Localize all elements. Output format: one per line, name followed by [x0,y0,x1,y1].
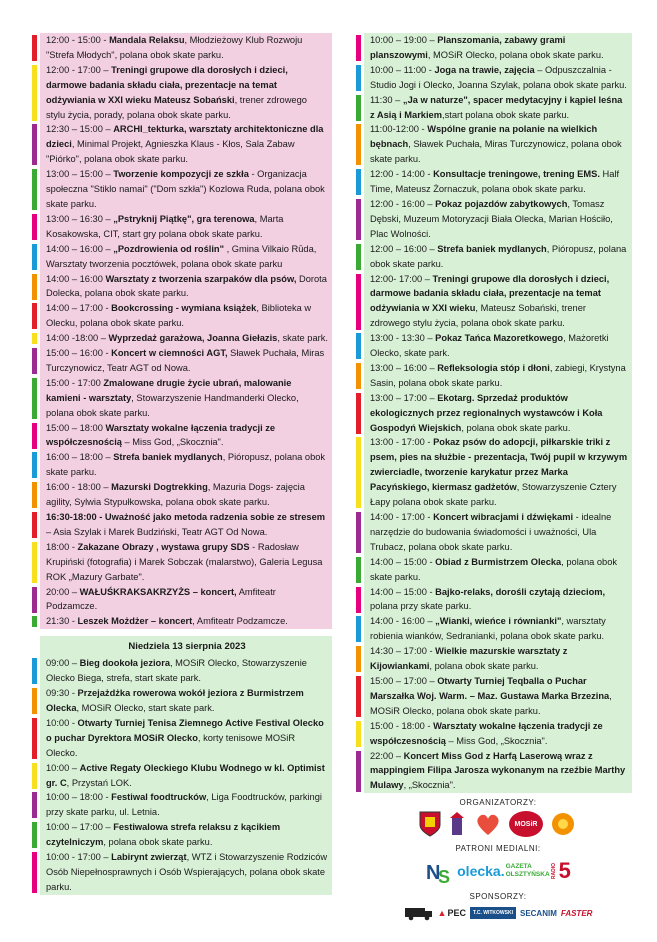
entry-time: 12:00 – 16:00 – [370,243,438,254]
entry-details: , Biblioteka w Olecku, polana obok skate parku. [46,303,312,329]
entry-title: Bajko-relaks, dorośli czytają dzieciom, [435,586,606,597]
left-column [40,33,332,895]
mosir-logo [509,811,543,837]
olecka-logo [457,863,504,879]
entry-details: – Asia Szylak i Marek Budziński, Teatr AGT Od Nowa. [46,526,268,537]
entry-details: , MOSiR Olecko, start skate park. [76,702,215,713]
program-entry [370,361,628,391]
entry-details: - idealne narzędzie do budowania świadomości i uważności, Ula Trubacz, polana obok skate parku. [370,512,612,552]
entry-title: Wspólne granie na polanie na wielkich bębnach [370,124,598,150]
color-bar [356,646,361,672]
program-entry [370,122,628,167]
entry-time: 13:00 – 16:30 – [46,213,114,224]
color-bar [32,214,37,240]
sunday-program-panel [40,636,332,895]
entry-title: „Pozdrowienia od roślin" [113,243,225,254]
color-bar [32,452,37,478]
organizers-label: ORGANIZATORZY: [459,798,537,808]
food-truck-logo-icon [404,905,434,921]
entry-details: – Miss God, „Skocznia". [121,437,224,448]
svg-text:N: N [426,862,441,885]
program-entry [370,644,628,674]
pec-logo [438,908,466,918]
program-entry [46,242,328,272]
color-bar [32,423,37,449]
entry-time: 13:00 – 15:00 – [46,169,114,180]
entry-time: 15:00 – 17:00 – [370,675,438,686]
color-bar [32,378,37,419]
color-bar [356,751,361,792]
entry-details: , trener zdrowego stylu życia, porady, polana obok skate parku. [46,94,307,120]
entry-time: 10:00 – 11:00 - [370,64,435,75]
entry-title: Active Regaty Oleckiego Klubu Wodnego w kl. Optimist gr. C [46,762,325,788]
entry-title: Mazurski Dogtrekking [111,482,208,493]
entry-details: Half Time, Mateusz Żornaczuk, polana obok skate parku. [370,169,620,195]
radio-5-logo [551,858,571,884]
entry-title: Pokaz Tańca Mazoretkowego [435,333,564,344]
entry-title: ARCHI_tekturka, warsztaty architektoniczne dla dzieci [46,124,324,150]
entry-details: Dorota Dolecka, polana obok skate parku. [46,273,327,299]
entry-time: 12:00 - 14:00 - [370,169,434,180]
entry-title: Konsultacje treningowe, trening EMS. [433,169,600,180]
entry-details: polana przy skate parku. [370,601,472,612]
entry-details: Sławek Puchała, Miras Turczynowicz, Teatr AGT od Nowa. [46,348,325,373]
entry-details: , polana obok skate parku. [103,837,213,848]
program-entry [46,686,328,716]
witkowski-logo [470,907,516,919]
color-bar [32,274,37,300]
color-bar [356,169,361,195]
tower-logo-icon [447,811,467,837]
entry-title: Obiad z Burmistrzem Olecka [435,556,562,567]
entry-time: 14:00 – 15:00 - [370,556,436,567]
entry-details: , Przystań LOK. [66,777,132,788]
color-bar [32,658,37,684]
entry-details: , Młodzieżowy Klub Rozwoju "Strefa Młodych", polana obok skate parku. [46,35,303,60]
program-entry [370,242,628,272]
entry-time: 10:00 - 17:00 – [46,852,112,863]
color-bar [356,393,361,434]
entry-details: - Radosław Krupiński (fotografia) i Marek Sobczak (malarstwo), Galeria Legusa ROK „Mazury Garbate". [46,541,323,582]
ns-logo-icon [425,857,451,885]
patrons-label: PATRONI MEDIALNI: [455,844,541,854]
program-entry [46,346,328,376]
entry-time: 11:00-12:00 - [370,124,428,135]
program-entry [46,450,328,480]
entry-details: – Odpuszczalnia - Studio Jogi i Olecko, Joanna Szylak, polana obok skate parku. [370,64,627,90]
color-bar [356,721,361,747]
entry-time: 10:00 – [46,762,80,773]
entry-details: , Liga Foodtrucków, parkingi przy skate parku, ul. Letnia. [46,792,322,818]
entry-title: Wyprzedaż garażowa, Joanna Giełazis [108,333,278,344]
program-entry [46,301,328,331]
entry-details: Amfiteatr Podzamcze. [46,586,276,612]
program-entry [46,716,328,761]
entry-details: - Organizacja społeczna "Stiklo namai" ("Dom szkła") Kozlowa Ruda, polana obok skate parku. [46,169,325,209]
entry-time: 14:00 - 17:00 - [370,512,434,522]
program-entry [370,435,628,510]
program-entry [370,167,628,197]
program-entry [46,376,328,421]
pec-logo-text: PEC [447,908,466,919]
color-bar [32,688,37,714]
faster-logo [561,909,593,918]
program-entry [46,212,328,242]
patrons-logos [364,857,632,885]
entry-title: „Pstryknij Piątkę", gra terenowa [113,213,255,224]
color-bar [356,616,361,642]
entry-time: 09:00 – [46,658,80,669]
entry-title: Pokaz psów do adopcji, piłkarskie triki z psem, pies na służbie - prezentacja, Twój pupil w krzywym zwierciadle, tworzenie karykatur przez Marka Pacyńskiego, kiermasz gadżetów [370,437,628,493]
entry-time: 21:30 - [46,616,78,627]
entry-time: 13:00 – 17:00 – [370,392,438,403]
entry-details: , Sławek Puchała, Miras Turczynowicz, polana obok skate parku. [370,139,622,165]
entry-time: 10:00 - [46,717,78,728]
sponsors-logos [364,905,632,921]
color-bar [356,676,361,717]
program-entry [370,63,628,93]
orange-burst-logo-icon [549,811,577,837]
faster-logo-text: FASTER [560,908,593,918]
secanim-logo [520,909,557,918]
entry-title: Ekotarg. Sprzedaż produktów ekologicznych przez regionalnych wystawców i Koła Gospodyń Wiejskich [370,392,603,433]
color-bar [356,274,361,330]
entry-details: , Pióropusz, polana obok skate parku. [46,452,326,478]
program-entry [370,719,628,749]
color-bar [32,303,37,329]
color-bar [356,557,361,583]
program-entry [46,272,328,302]
heart-logo-icon [473,811,503,837]
entry-details: , Stowarzyszenie Handmanderki Olecko, polana obok skate parku. [46,392,299,418]
color-bar [356,437,361,508]
gazeta-olsztynska-logo [505,863,550,879]
entry-time: 11:30 – [370,94,403,105]
entry-time: 09:30 - [46,688,78,699]
program-entry [370,33,628,63]
program-entry [46,761,328,791]
program-entry [370,749,628,794]
entry-title: Festiwalowa strefa relaksu z kącikiem czytelniczym [46,822,281,848]
entry-title: Treningi grupowe dla dorosłych i dzieci, darmowe badania składu ciała, prezentacje na temat odżywiania w XXI wieku Mateusz Sobański [46,64,288,105]
entry-title: Treningi grupowe dla dorosłych i dzieci, darmowe badania składu ciała, prezentacje na temat odżywiania w XXI wieku [370,273,610,314]
program-entry [46,421,328,451]
color-bar [32,616,37,627]
entry-title: Bieg dookoła jeziora [79,658,171,669]
entry-details: , skate park. [277,333,328,344]
entry-time: 16:00 - 18:00 – [46,482,112,493]
entry-title: Leszek Możdżer – koncert [77,616,193,627]
entry-details: , Mateusz Sobański, trener zdrowego stylu życia, polana obok skate parku. [370,303,586,329]
entry-details: , polana obok skate parku. [370,556,618,582]
entry-title: 16:30-18:00 - Uważność jako metoda radzenia sobie ze stresem [46,512,326,522]
entry-title: Otwarty Turniej Teqballa o Puchar Marszałka Woj. Warm. – Maz. Gustawa Marka Brzezina [370,675,610,701]
partners-section [364,797,632,942]
entry-details: , Pióropusz, polana obok skate parku. [370,243,627,269]
program-entry [370,391,628,436]
color-bar [32,542,37,583]
entry-title: WAŁUŚKRAKSAKRZYŻS – koncert, [79,586,237,597]
color-bar [32,822,37,848]
entry-title: „Wianki, wieńce i równianki" [435,616,562,627]
sponsors-label: SPONSORZY: [469,892,527,902]
olecko-coat-of-arms-icon [419,811,441,837]
color-bar [356,512,361,553]
color-bar [356,65,361,91]
entry-time: 12:00- 17:00 – [370,273,433,284]
color-bar [32,587,37,613]
entry-details: , Mażoretki Olecko, skate park. [370,333,609,359]
program-entry [370,510,628,555]
color-bar [356,199,361,240]
program-entry [46,33,328,63]
entry-time: 13:00 – 16:00 – [370,362,438,373]
entry-time: 20:00 – [46,586,80,597]
entry-title: Zmalowane drugie życie ubrań, malowanie kamieni - warsztaty [46,377,292,403]
entry-title: Refleksologia stóp i dłoni [437,362,550,373]
entry-details: , MOSiR Olecko, Stowarzyszenie Olecko Biega, strefa, start skate park. [46,658,307,684]
entry-title: Przejażdżka rowerowa wokół jeziora z Burmistrzem Olecka [46,688,304,713]
program-entry [370,585,628,615]
color-bar [32,333,37,344]
color-bar [32,124,37,165]
gazeta-olsztynska-logo-text: GAZETA OLSZTYŃSKA [505,863,550,879]
color-bar [356,35,361,61]
color-bar [356,95,361,121]
entry-time: 15:00 - 17:00 [46,377,104,388]
radio-label: RADIO [550,863,557,880]
radio-5-number: 5 [558,858,571,884]
entry-title: Koncert wibracjami i dźwiękami [433,512,574,522]
program-entry [370,674,628,719]
mosir-logo-text: MOSiR [514,820,538,828]
program-entry [46,540,328,585]
entry-details: , Gmina Vilkaio Rūda, Warsztaty tworzenia pocztówek, polana obok skate parku [46,243,317,269]
entry-details: , „Skocznia". [403,780,456,791]
witkowski-logo-text: T.C. WITKOWSKI [472,910,513,917]
entry-details: , MOSiR Olecko, polana obok skate parku. [370,690,612,716]
entry-time: 14:00 -18:00 – [46,333,109,344]
entry-details: – Miss God, „Skocznia". [445,735,548,746]
right-program-panel [364,33,632,793]
program-entry [46,63,328,123]
entry-title: Joga na trawie, zajęcia [434,64,535,75]
entry-details: , Minimal Projekt, Agnieszka Klaus - Kłos, Sala Zabaw "Piórko", polana obok skate parku. [46,139,295,165]
program-entry [46,585,328,615]
right-column [364,33,632,942]
entry-title: Pokaz pojazdów zabytkowych [435,198,568,209]
sunday-entries [46,656,328,895]
program-entry [370,331,628,361]
program-entry [370,272,628,332]
entry-title: Strefa baniek mydlanych [437,243,547,254]
secanim-logo-text: SECANIM [519,908,557,918]
entry-title: Warsztaty z tworzenia szarpaków dla psów, [105,273,297,284]
entry-time: 12:00 - 17:00 – [46,64,112,75]
entry-details: , Amfiteatr Podzamcze. [192,616,288,627]
entry-title: „Ja w naturze", spacer medytacyjny i kąpiel leśna z Asią i Markiem [370,94,623,120]
pec-flame-icon: ▲ [437,908,447,919]
entry-details: , Mazuria Dogs- zajęcia agility, Sylwia Stypułkowska, polana obok skate parku. [46,482,305,508]
program-entry [46,614,328,629]
entry-time: 14:00 – 16:00 [46,273,106,284]
program-entry [46,850,328,895]
color-bar [356,124,361,165]
entry-time: 14:00 - 16:00 – [370,616,436,627]
entry-time: 16:00 – 18:00 – [46,452,114,463]
program-entry [370,93,628,123]
color-bar [32,852,37,893]
entry-title: Mandala Relaksu [109,35,185,45]
entry-title: Otwarty Turniej Tenisa Ziemnego Active Festival Olecko o puchar Dyrektora MOSiR Olecko [46,717,324,743]
entry-details: , WTZ i Stowarzyszenie Rodziców Osób Niepełnosprawnych i Osób Wspierających, polana obok skate parku. [46,852,328,892]
color-bar [32,169,37,210]
entry-title: Wielkie mazurskie warsztaty z Kijowiankami [370,646,568,672]
entry-details: , Stowarzyszenie Cztery Łapy polana obok skate parku. [370,482,617,508]
entry-title: Warsztaty wokalne łączenia tradycji ze współczesnością [46,422,276,448]
color-bar [32,792,37,818]
entry-title: Bookcrossing - wymiana książek [111,303,257,314]
program-entry [370,197,628,242]
entry-details: , polana obok skate parku. [461,422,571,433]
color-bar [356,587,361,613]
entry-time: 14:30 – 17:00 - [370,646,436,657]
entry-title: Tworzenie kompozycji ze szkła [113,169,249,180]
organizers-logos [364,811,632,837]
entry-details: , MOSiR Olecko, polana obok skate parku. [427,49,604,60]
entry-title: Zakazane Obrazy , wystawa grupy SDS [77,541,250,552]
program-entry [46,122,328,167]
entry-details: , warsztaty robienia wianków, Sedranianki, polana obok skate parku. [370,616,606,642]
entry-title: Festiwal foodtrucków [111,792,207,803]
entry-time: 15:00 – 16:00 - [46,348,112,359]
program-entry [46,656,328,686]
entry-time: 12:30 – 15:00 – [46,124,114,135]
entry-time: 14:00 – 17:00 - [46,303,112,314]
entry-time: 13:00 - 17:00 - [370,437,434,448]
color-bar [32,65,37,121]
entry-title: Koncert Miss God z Harfą Laserową wraz z mappingiem Filipa Jarosza wykonanym na rzeźbie Marthy Mulawy [370,750,626,791]
entry-time: 15:00 – 18:00 [46,422,106,433]
program-entry [370,555,628,585]
program-entry [370,614,628,644]
entry-time: 14:00 – 16:00 – [46,243,114,254]
color-bar [32,763,37,789]
entry-time: 13:00 - 13:30 – [370,333,436,344]
entry-details: , korty tenisowe MOSiR Olecko. [46,732,296,758]
entry-details: ,start polana obok skate parku. [442,109,570,120]
entry-time: 10:00 – 18:00 - [46,792,112,803]
entry-title: Warsztaty wokalne łączenia tradycji ze współczesnością [370,720,603,746]
entry-time: 18:00 - [46,541,78,552]
color-bar [356,244,361,270]
entry-time: 10:00 – 19:00 – [370,35,438,45]
entry-details: , zabiegi, Krystyna Sasin, polana obok skate parku. [370,362,626,388]
entry-time: 12:00 - 16:00 – [370,198,436,209]
entry-time: 22:00 – [370,750,404,761]
svg-text:S: S [438,867,451,886]
color-bar [32,718,37,759]
color-bar [32,244,37,270]
sunday-heading: Niedziela 13 sierpnia 2023 [128,641,246,653]
color-bar [32,348,37,374]
saturday-program-panel [40,33,332,629]
program-entry [46,820,328,850]
color-bar [356,333,361,359]
entry-title: Planszomania, zabawy grami planszowymi [370,35,566,60]
entry-details: , Tomasz Dębski, Muzeum Motoryzacji Biała Olecka, Marian Hościło, Plac Wolności. [370,198,613,239]
program-entry [46,790,328,820]
program-entry [46,510,328,540]
entry-title: Strefa baniek mydlanych [113,452,223,463]
color-bar [32,35,37,61]
entry-time: 10:00 – 17:00 – [46,822,114,833]
entry-time: 12:00 - 15:00 - [46,35,110,45]
entry-details: , polana obok skate parku. [429,661,539,672]
program-entry [46,331,328,346]
entry-time: 15:00 - 18:00 - [370,720,434,731]
entry-title: Koncert w ciemności AGT, [111,348,228,359]
color-bar [356,363,361,389]
entry-time: 14:00 – 15:00 - [370,586,436,597]
program-entry [46,167,328,212]
program-entry [46,480,328,510]
entry-title: Labirynt zwierząt [111,852,187,863]
color-bar [32,482,37,508]
color-bar [32,512,37,538]
entry-details: , Marta Kosakowska, CIT, start gry polana obok skate parku. [46,213,284,239]
olecka-logo-text: olecka. [457,863,505,880]
